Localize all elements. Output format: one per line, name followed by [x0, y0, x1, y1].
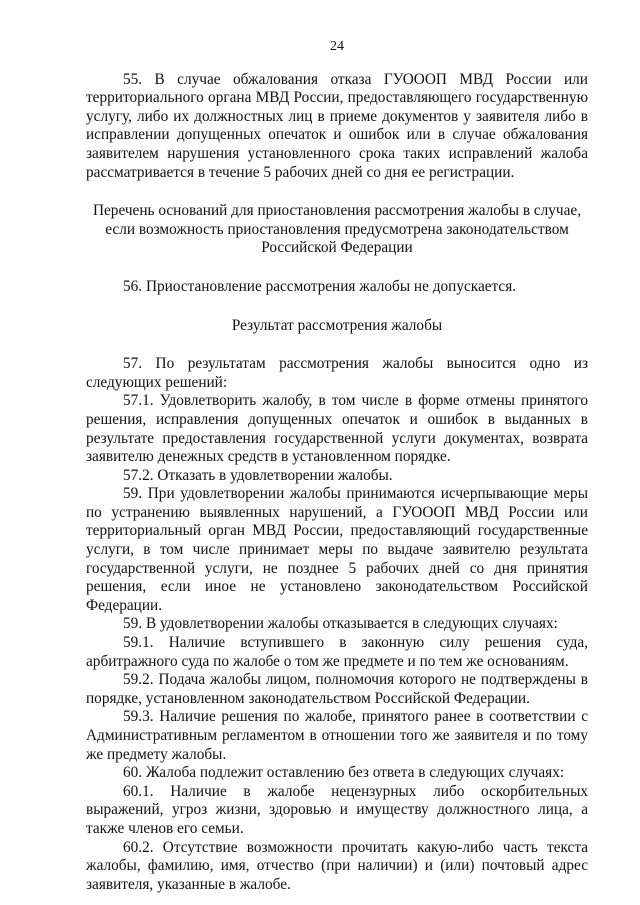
paragraph-59-3: 59.3. Наличие решения по жалобе, принятого ранее в соответствии с Административным регламентом в отношении того же заявителя и по тому же предмету жалобы.	[86, 708, 588, 763]
paragraph-55: 55. В случае обжалования отказа ГУОООП МВД России или территориального органа МВД России, предоставляющего государственную услугу, либо их должностных лиц в приеме документов у заявителя либо в исправлении допущенных опечаток и ошибок или в случае обжалования заявителем нарушения установленного срока таких исправлений жалоба рассматривается в течение 5 рабочих дней со дня ее регистрации.	[86, 70, 588, 181]
paragraph-59-2: 59.2. Подача жалобы лицом, полномочия которого не подтверждены в порядке, установленном законодательством Российской Федерации.	[86, 671, 588, 707]
paragraph-60-1: 60.1. Наличие в жалобе нецензурных либо оскорбительных выражений, угроз жизни, здоровью и имуществу должностного лица, а также членов его семьи.	[86, 782, 588, 837]
paragraph-57: 57. По результатам рассмотрения жалобы выносится одно из следующих решений:	[86, 355, 588, 391]
paragraph-56: 56. Приостановление рассмотрения жалобы не допускается.	[123, 277, 517, 295]
paragraph-60: 60. Жалоба подлежит оставлению без ответа в следующих случаях:	[123, 764, 565, 782]
page-number: 24	[330, 39, 344, 54]
paragraph-59-measures: 59. При удовлетворении жалобы принимаются исчерпывающие меры по устранению выявленных нарушений, а ГУОООП МВД России или территориальный орган МВД России, предоставляющий государственные услуги, в том числе принимает меры по выдаче заявителю результата государственной услуги, не позднее 5 рабочих дней со дня принятия решения, если иное не установлено законодательством Российской Федерации.	[86, 485, 588, 614]
paragraph-57-2: 57.2. Отказать в удовлетворении жалобы.	[123, 466, 393, 484]
section-heading-suspension-grounds: Перечень оснований для приостановления рассмотрения жалобы в случае, если возможность приостановления предусмотрена законодательством Российской Федерации	[92, 202, 582, 257]
paragraph-59-1: 59.1. Наличие вступившего в законную силу решения суда, арбитражного суда по жалобе о том же предмете и по тем же основаниям.	[86, 634, 588, 670]
paragraph-60-2: 60.2. Отсутствие возможности прочитать какую-либо часть текста жалобы, фамилию, имя, отчество (при наличии) и (или) почтовый адрес заявителя, указанные в жалобе.	[86, 838, 588, 893]
paragraph-57-1: 57.1. Удовлетворить жалобу, в том числе в форме отмены принятого решения, исправления допущенных опечаток и ошибок в выданных в результате предоставления государственной услуги документах, возврата заявителю денежных средств в установленном порядке.	[86, 392, 588, 466]
paragraph-59-refusal: 59. В удовлетворении жалобы отказывается в следующих случаях:	[123, 615, 558, 633]
section-heading-complaint-result: Результат рассмотрения жалобы	[231, 316, 443, 334]
